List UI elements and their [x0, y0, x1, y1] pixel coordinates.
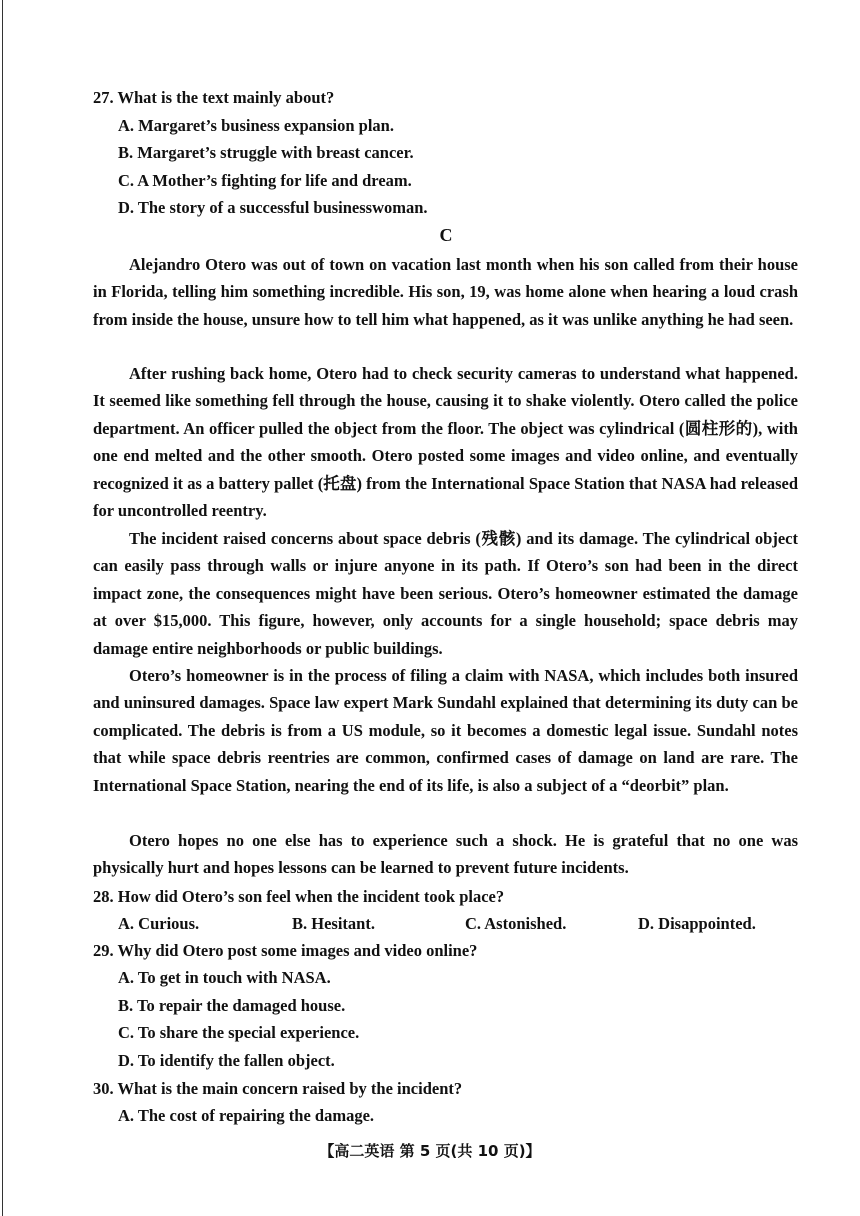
question-27-stem: 27. What is the text mainly about?: [93, 88, 335, 107]
question-29-option-b: B. To repair the damaged house.: [118, 996, 346, 1015]
question-27-option-b: B. Margaret’s struggle with breast cancer.: [118, 143, 414, 162]
passage-paragraph-1: Alejandro Otero was out of town on vacation last month when his son called from their house in Florida, telling him something incredible. His son, 19, was home alone when hearing a loud crash from inside the house, unsure how to tell him what happened, as it was unlike anything he had seen.: [93, 255, 798, 329]
question-28-option-c: C. Astonished.: [465, 914, 567, 933]
question-28-option-b: B. Hesitant.: [292, 914, 375, 933]
passage-paragraph-5: Otero hopes no one else has to experience such a shock. He is grateful that no one was physically hurt and hopes lessons can be learned to prevent future incidents.: [93, 831, 798, 878]
question-29-option-c: C. To share the special experience.: [118, 1023, 360, 1042]
question-28-stem: 28. How did Otero’s son feel when the incident took place?: [93, 887, 505, 906]
question-30-option-a: A. The cost of repairing the damage.: [118, 1106, 375, 1125]
question-29-option-d: D. To identify the fallen object.: [118, 1051, 335, 1070]
scan-edge-line: [2, 0, 3, 1216]
section-heading: C: [439, 225, 453, 245]
question-27-option-c: C. A Mother’s fighting for life and dream.: [118, 171, 412, 190]
passage-paragraph-4: Otero’s homeowner is in the process of filing a claim with NASA, which includes both insured and uninsured damages. Space law expert Mark Sundahl explained that determining its duty can be complicated. The debris is from a US module, so it becomes a domestic legal issue. Sundahl notes that while space debris reentries are common, confirmed cases of damage on land are rare. The International Space Station, nearing the end of its life, is also a subject of a “deorbit” plan.: [93, 666, 798, 795]
passage-paragraph-2: After rushing back home, Otero had to check security cameras to understand what happened. It seemed like something fell through the house, causing it to shake violently. Otero called the police department. An officer pulled the object from the floor. The object was cylindrical (圆柱形的), with one end melted and the other smooth. Otero posted some images and video online, and eventually recognized it as a battery pallet (托盘) from the International Space Station that NASA had released for uncontrolled reentry.: [93, 364, 798, 521]
question-30-stem: 30. What is the main concern raised by the incident?: [93, 1079, 463, 1098]
question-27-option-a: A. Margaret’s business expansion plan.: [118, 116, 394, 135]
page-footer: 【高二英语 第 5 页(共 10 页)】: [319, 1142, 541, 1160]
question-29-stem: 29. Why did Otero post some images and video online?: [93, 941, 478, 960]
question-28-option-d: D. Disappointed.: [638, 914, 756, 933]
question-27-option-d: D. The story of a successful businesswoman.: [118, 198, 428, 217]
passage-paragraph-3: The incident raised concerns about space debris (残骸) and its damage. The cylindrical object can easily pass through walls or injure anyone in its path. If Otero’s son had been in the direct impact zone, the consequences might have been serious. Otero’s homeowner estimated the damage at over $15,000. This figure, however, only accounts for a single household; space debris may damage entire neighborhoods or public buildings.: [93, 529, 798, 658]
question-29-option-a: A. To get in touch with NASA.: [118, 968, 331, 987]
question-28-option-a: A. Curious.: [118, 914, 200, 933]
